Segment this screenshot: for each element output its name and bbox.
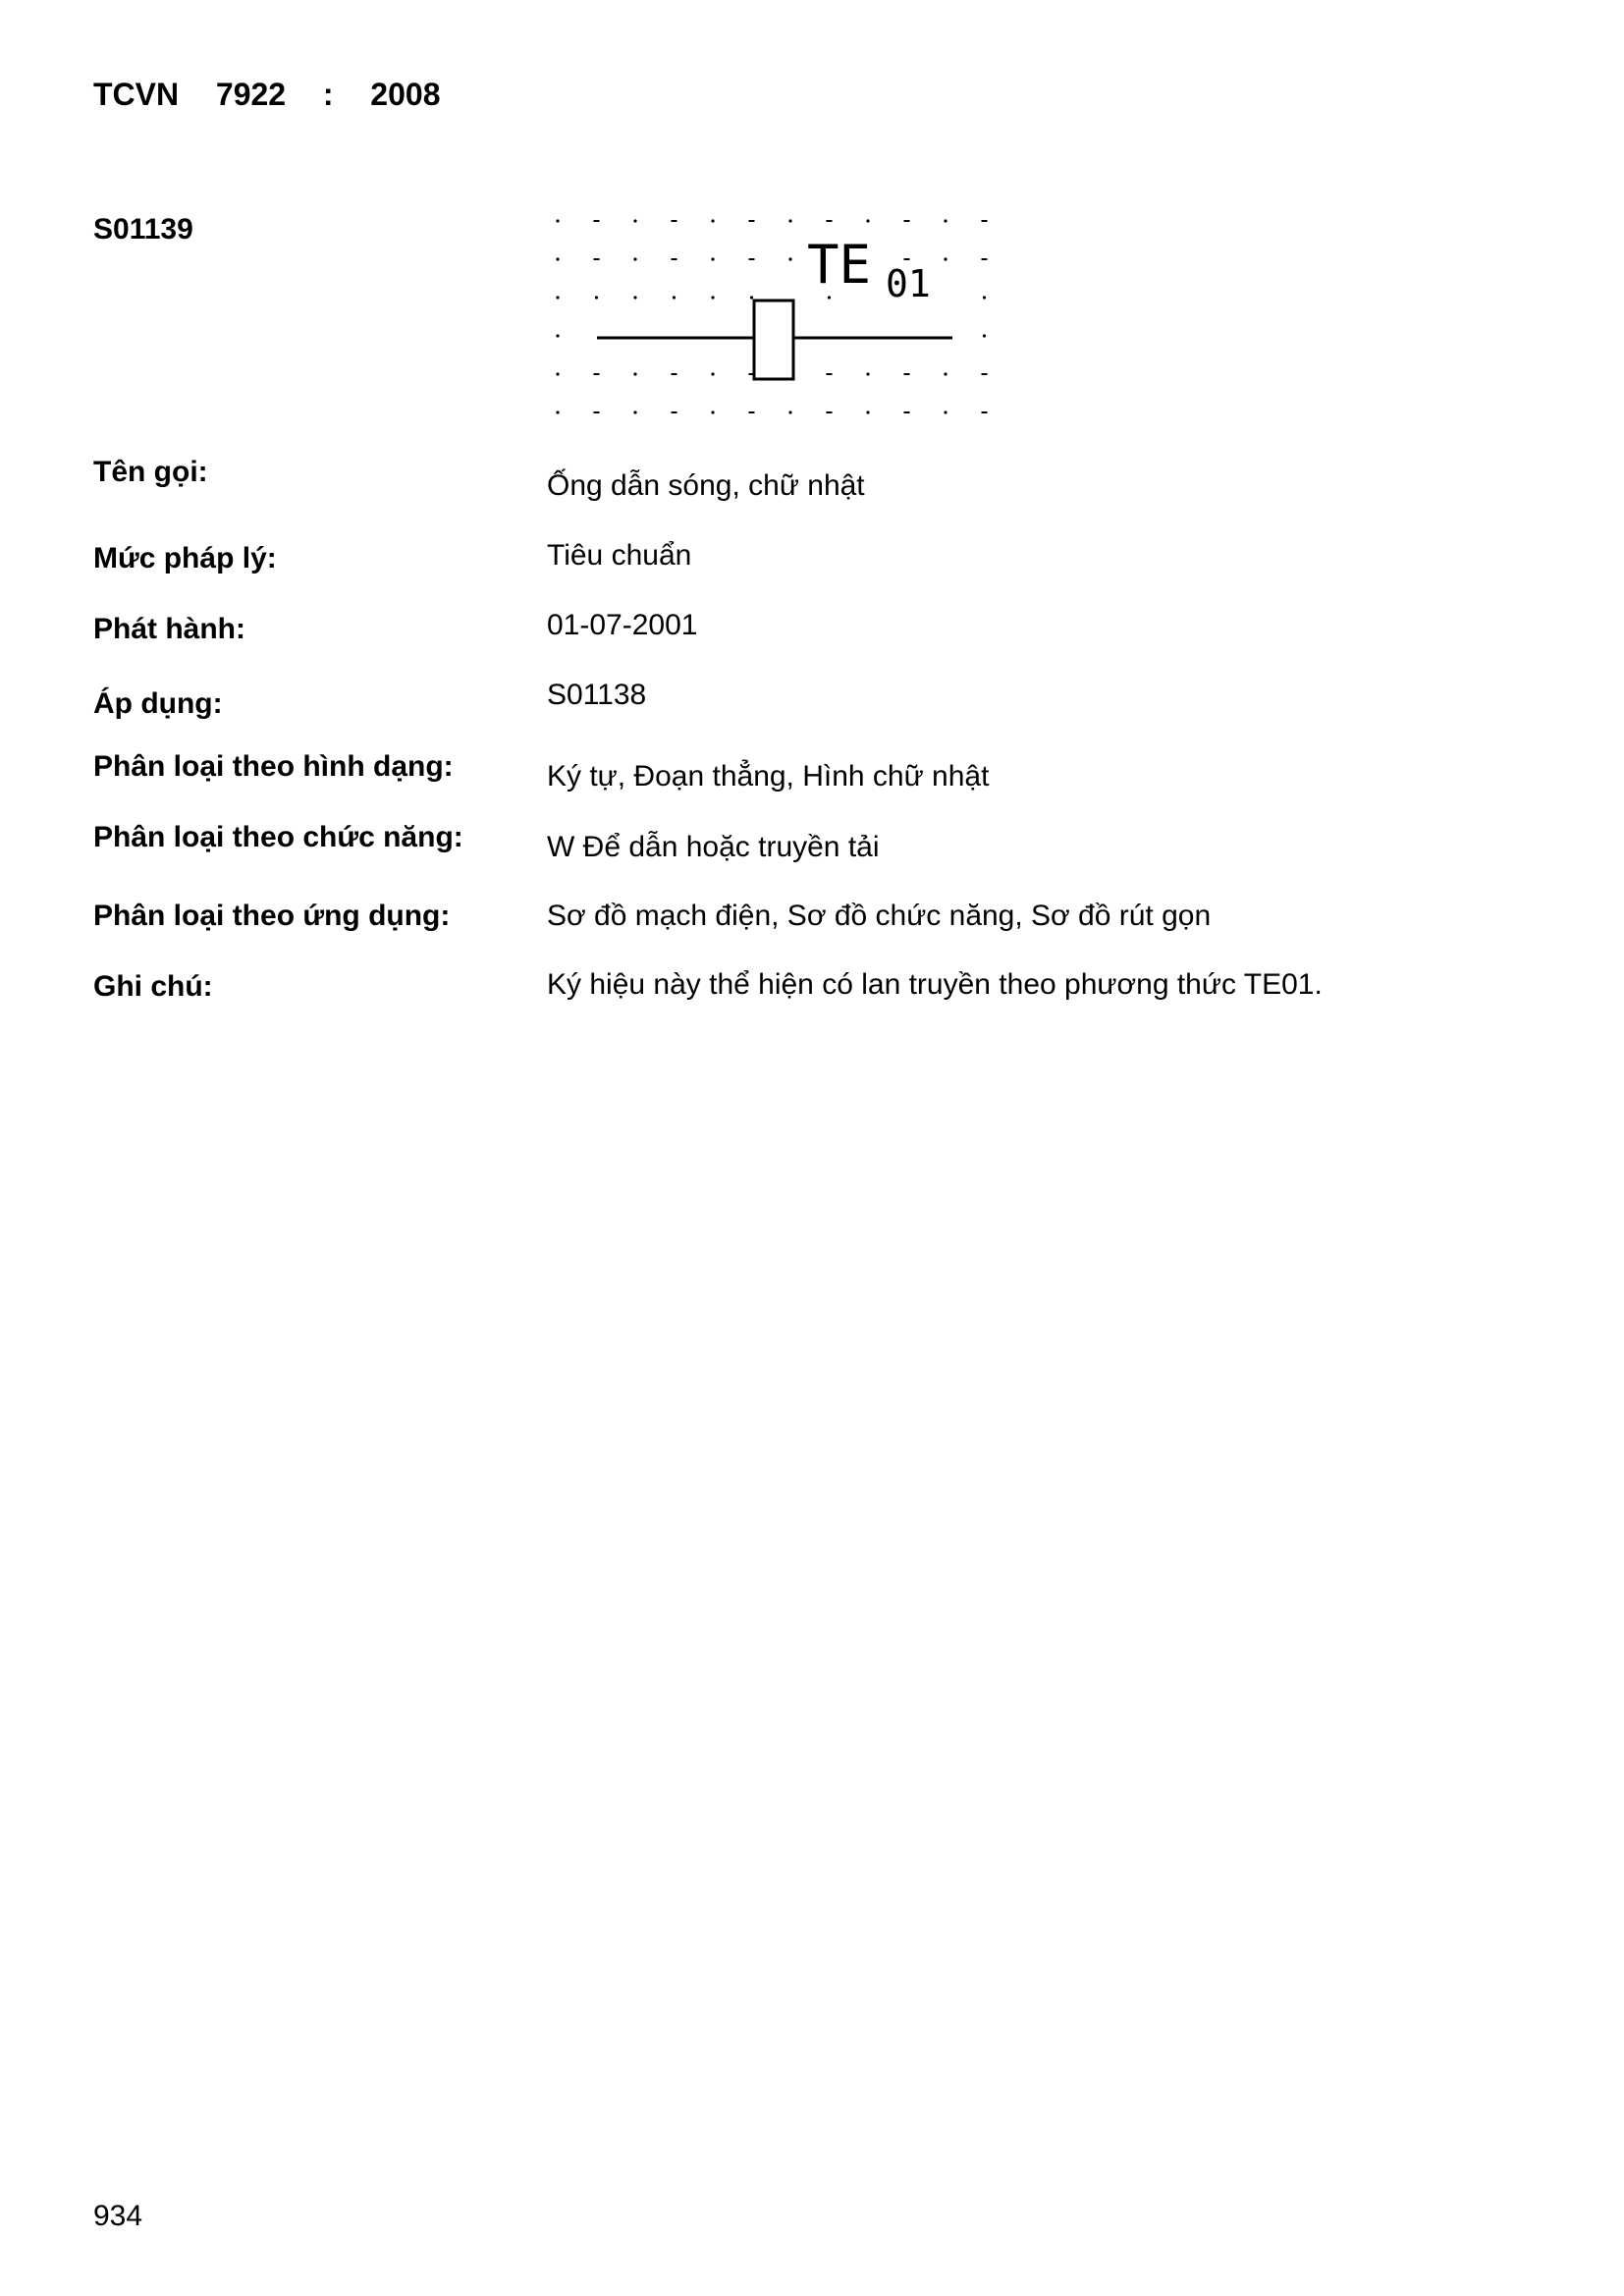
grid-dot [556,257,559,260]
field-value: Sơ đồ mạch điện, Sơ đồ chức năng, Sơ đồ rút gọn [547,900,1212,932]
grid-dot [711,296,714,299]
grid-dot [983,296,986,299]
grid-dot [749,220,755,222]
waveguide-rectangle [754,301,793,379]
grid-dot [982,373,988,375]
grid-dot [711,257,714,260]
field-label: Ghi chú: [93,970,213,1003]
grid-dot [827,411,833,413]
grid-dot [556,219,559,222]
grid-dot [594,220,600,222]
grid-dot [672,220,677,222]
field-value: Ống dẫn sóng, chữ nhật [547,469,865,502]
grid-dot [944,410,947,413]
field-label: Mức pháp lý: [93,542,277,574]
grid-dot [594,258,600,260]
grid-dot [672,411,677,413]
document-header: TCVN 7922 : 2008 [93,77,441,112]
grid-dot [982,411,988,413]
waveguide-symbol-drawing [540,206,1001,432]
field-label: Áp dụng: [93,687,223,720]
grid-dot [749,258,755,260]
grid-dot [982,258,988,260]
grid-dot [673,296,676,299]
field-label: Tên gọi: [93,456,208,488]
grid-dot [866,372,869,375]
grid-dot [983,334,986,337]
field-value: Ký tự, Đoạn thẳng, Hình chữ nhật [547,760,990,793]
field-value: Tiêu chuẩn [547,539,692,572]
grid-dot [633,257,636,260]
field-value: S01138 [547,679,647,711]
grid-dot [711,410,714,413]
field-value: Ký hiệu này thể hiện có lan truyền theo phương thức TE01. [547,968,1323,1001]
grid-dot [982,220,988,222]
grid-dot [788,257,791,260]
symbol-grid-dots [556,219,987,413]
symbol-code: S01139 [93,213,193,246]
grid-dot [633,296,636,299]
grid-dot [788,410,791,413]
grid-dot [904,258,910,260]
field-value: 01-07-2001 [547,609,698,641]
grid-dot [594,411,600,413]
grid-dot [711,219,714,222]
grid-dot [828,296,831,299]
grid-dot [750,296,753,299]
field-label: Phân loại theo chức năng: [93,821,463,853]
grid-dot [672,373,677,375]
grid-dot [595,296,598,299]
symbol-label-sub: 01 [886,262,931,305]
grid-dot [633,219,636,222]
grid-dot [556,296,559,299]
symbol-label-main: TE [807,234,872,296]
grid-dot [556,410,559,413]
grid-dot [866,410,869,413]
grid-dot [633,372,636,375]
grid-dot [904,373,910,375]
grid-dot [827,373,833,375]
grid-dot [556,334,559,337]
field-label: Phân loại theo ứng dụng: [93,900,451,932]
grid-dot [749,411,755,413]
grid-dot [904,220,910,222]
grid-dot [711,372,714,375]
field-label: Phát hành: [93,613,245,645]
grid-dot [556,372,559,375]
grid-dot [904,411,910,413]
field-label: Phân loại theo hình dạng: [93,750,454,783]
grid-dot [944,257,947,260]
grid-dot [944,372,947,375]
grid-dot [788,219,791,222]
grid-dot [633,410,636,413]
grid-dot [944,219,947,222]
grid-dot [594,373,600,375]
grid-dot [866,219,869,222]
grid-dot [827,220,833,222]
field-value: W Để dẫn hoặc truyền tải [547,831,880,863]
page-number: 934 [93,2200,143,2232]
grid-dot [672,258,677,260]
